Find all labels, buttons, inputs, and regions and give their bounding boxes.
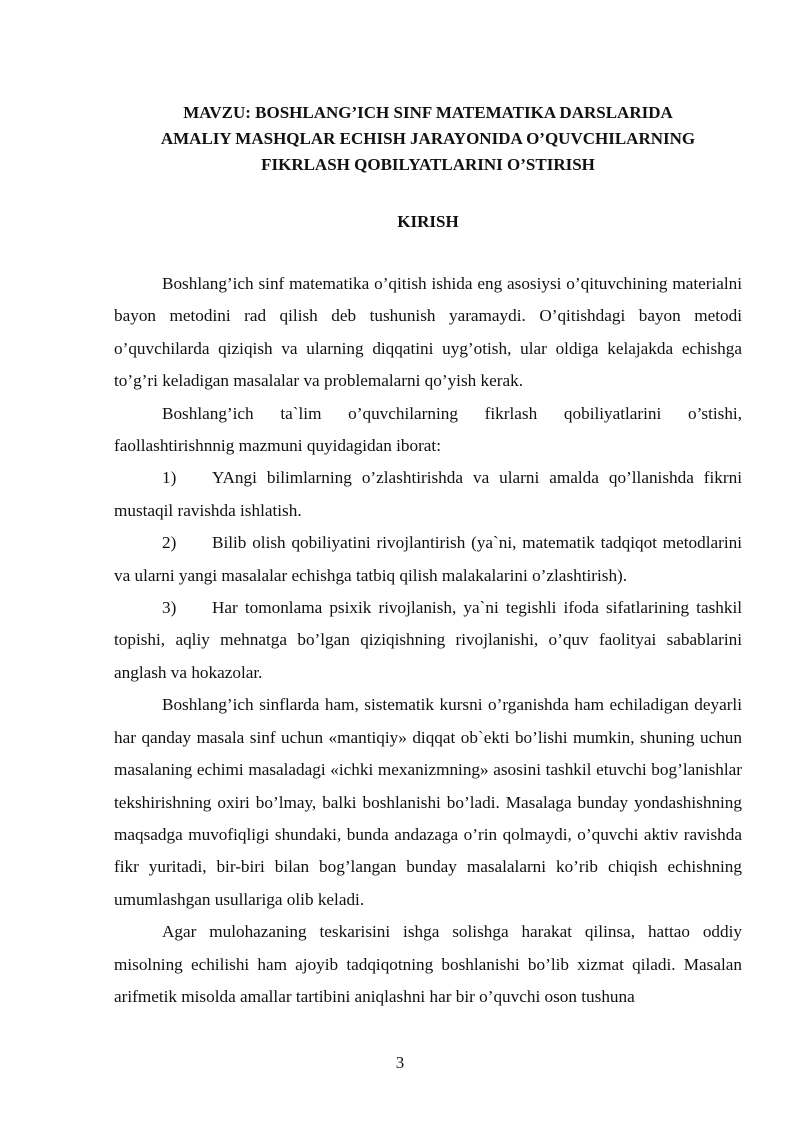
title-line-2: AMALIY MASHQLAR ECHISH JARAYONIDA O’QUVCHILARNING — [160, 129, 696, 148]
paragraph-1: Boshlang’ich sinf matematika o’qitish ishida eng asosiysi o’qituvchining materialni bayon metodini rad qilish deb tushunish yaramaydi. O’qitishdagi bayon metodi o’quvchilarda qiziqish va ularning diqqatini uyg’otish, ular oldiga kelajakda echishga to’g’ri keladigan masalalar va problemalarni qo’yish kerak. — [114, 274, 742, 391]
paragraph-4: Agar mulohazaning teskarisini ishga solishga harakat qilinsa, hattao oddiy misolning echilishi ham ajoyib tadqiqotning boshlanishi bo’lib xizmat qiladi. Masalan arifmetik misolda amallar tartibini aniqlashni har bir o’quvchi oson tushuna — [114, 922, 742, 1006]
section-heading: KIRISH — [397, 212, 459, 231]
list-item-text: Har tomonlama psixik rivojlanish, ya`ni tegishli ifoda sifatlarining tashkil topishi, aqliy mehnatga bo’lgan qiziqishning rivojlanishi, o’quv faolityai sabablarini anglash va hokazolar. — [114, 598, 742, 682]
title-line-1: MAVZU: BOSHLANG’ICH SINF MATEMATIKA DARSLARIDA — [183, 103, 673, 122]
list-item-number: 1) — [162, 468, 177, 488]
list-item-text: Bilib olish qobiliyatini rivojlantirish (ya`ni, matematik tadqiqot metodlarini va ularni yangi masalalar echishga tatbiq qilish malakalarini o’zlashtirish). — [114, 533, 742, 585]
list-item-number: 3) — [162, 598, 177, 618]
document-body — [114, 268, 742, 1013]
title-line-3: FIKRLASH QOBILYATLARINI O’STIRISH — [261, 155, 595, 174]
paragraph-2: Boshlang’ich ta`lim o’quvchilarning fikrlash qobiliyatlarini o’stishi, faollashtirishnnig mazmuni quyidagidan iborat: — [114, 403, 742, 456]
list-item-text: YAngi bilimlarning o’zlashtirishda va ularni amalda qo’llanishda fikrni mustaqil ravishda ishlatish. — [114, 468, 742, 520]
list-item-2 — [114, 527, 742, 592]
paragraph-3: Boshlang’ich sinflarda ham, sistematik kursni o’rganishda ham echiladigan deyarli har qanday masala sinf uchun «mantiqiy» diqqat ob`ekti bo’lishi mumkin, shuning uchun masalaning echimi masaladagi «ichki mexanizmning» asosini tashkil etuvchi bog’lanishlar tekshirishning oxiri bo’lmay, balki boshlanishi bo’ladi. Masalaga bunday yondashishning maqsadga muvofiqligi shundaki, bunda andazaga o’rin qolmaydi, o’quvchi aktiv ravishda fikr yuritadi, bir-biri bilan bog’langan bunday masalalarni ko’rib chiqish echishning umumlashgan usullariga olib keladi. — [114, 695, 742, 909]
document-title — [114, 0, 742, 178]
list-item-number: 2) — [162, 533, 177, 553]
list-item-1 — [114, 462, 742, 527]
list-item-3 — [114, 592, 742, 689]
page-number: 3 — [395, 1053, 405, 1072]
